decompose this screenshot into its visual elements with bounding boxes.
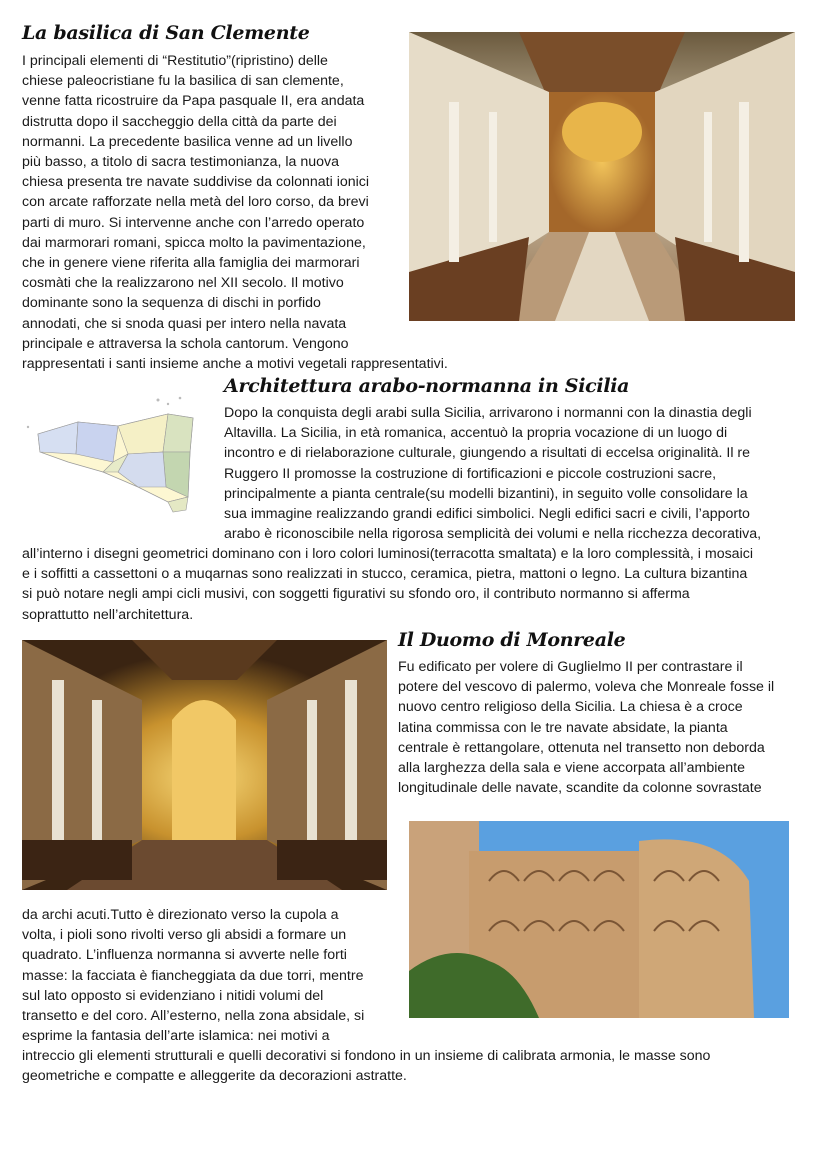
text-line: sua immagine realizzando grandi edifici simbolici. Negli edifici sacri e civili, l’apporto <box>224 506 750 523</box>
text-line: alla larghezza della sala e viene accorpata all’ambiente <box>398 760 746 777</box>
text-line: principalmente a pianta centrale(su modelli bizantini), in seguito volle consolidare la <box>224 485 748 502</box>
monreale-paragraph-lower <box>22 905 402 1046</box>
text-line: esprime la fantasia dell’arte islamica: nei motivi a <box>22 1028 330 1045</box>
text-line: geometriche e compatte e alleggerite da decorazioni astratte. <box>22 1068 407 1085</box>
text-line: si può notare negli ampi cicli musivi, con soggetti figurativi su sfondo oro, il contributo normanno si afferma <box>22 586 690 603</box>
text-line: sul lato opposto si evidenziano i nitidi volumi del <box>22 987 324 1004</box>
text-line: dai marmorari romani, spicca molto la pavimentazione, <box>22 234 366 251</box>
apse-exterior-photo <box>409 821 789 1018</box>
monreale-paragraph-full <box>22 1046 822 1086</box>
text-line: più basso, a titolo di sacra testimonianza, la nuova <box>22 154 340 171</box>
basilica-interior-icon <box>409 32 795 321</box>
text-line: chiese paleocristiane fu la basilica di san clemente, <box>22 73 344 90</box>
text-line: da archi acuti.Tutto è direzionato verso la cupola a <box>22 907 339 923</box>
text-line: venne fatta ricostruire da Papa pasquale II, era andata <box>22 93 365 110</box>
text-line: potere del vescovo di palermo, voleva che Monreale fosse il <box>398 679 775 696</box>
text-line: che in genere viene riferita alla famiglia dei marmorari <box>22 255 360 272</box>
basilica-interior-photo <box>409 32 795 321</box>
text-line: latina commissa con le tre navate absidate, la pianta <box>398 719 728 736</box>
text-line: chiesa presenta tre navate suddivise da colonnati ionici <box>22 174 370 191</box>
monreale-paragraph <box>398 657 818 798</box>
text-line: annodati, che si snoda quasi per intero nella navata <box>22 315 347 332</box>
text-line: quadrato. L’influenza normanna si avverte nelle forti <box>22 947 347 964</box>
text-line: principale e attraversa la schola cantorum. Vengono <box>22 335 349 352</box>
text-line: nuovo centro religioso della Sicilia. La chiesa è a croce <box>398 699 743 716</box>
text-line: arabo è riconoscibile nella rigorosa semplicità dei volumi e nella ricchezza decorativa, <box>224 526 762 543</box>
text-line: volta, i pioli sono rivolti verso gli absidi a formare un <box>22 927 347 944</box>
cathedral-nave-icon <box>22 640 387 890</box>
section-title-arabo: Architettura arabo-normanna in Sicilia <box>224 375 630 397</box>
text-line: masse: la facciata è fiancheggiata da due torri, mentre <box>22 967 364 984</box>
text-line: Ruggero II promosse la costruzione di fortificazioni e piccole costruzioni sacre, <box>224 465 717 482</box>
apse-exterior-icon <box>409 821 789 1018</box>
text-line: distrutta dopo il saccheggio della città da parte dei <box>22 113 337 130</box>
text-line: e i soffitti a cassettoni o a muqarnas sono realizzati in stucco, ceramica, pietra, mattoni o legno. La cultura bizantina <box>22 566 748 583</box>
text-line: intreccio gli elementi strutturali e quelli decorativi si fondono in un insieme di calibrata armonia, le masse sono <box>22 1048 711 1064</box>
text-line: con arcate rafforzate nella metà del loro corso, da brevi <box>22 194 369 211</box>
text-line: Altavilla. La Sicilia, in età romanica, accentuò la propria vocazione di un luogo di <box>224 425 728 442</box>
cathedral-nave-photo <box>22 640 387 890</box>
text-line: longitudinale delle navate, scandite da colonne sovrastate <box>398 780 762 797</box>
text-line: all’interno i disegni geometrici dominano con i loro colori luminosi(terracotta smaltata) e la loro complessità, i mosaici <box>22 546 753 562</box>
text-line: centrale è rettangolare, ottenuta nel transetto non deborda <box>398 739 765 756</box>
text-line: I principali elementi di “Restitutio”(ripristino) delle <box>22 53 328 69</box>
text-line: cosmàti che la realizzarono nel XII secolo. Il motivo <box>22 275 344 292</box>
text-line: soprattutto nell’architettura. <box>22 606 194 623</box>
sicily-map-icon <box>18 392 211 524</box>
section-title-clemente: La basilica di San Clemente <box>22 22 310 44</box>
clemente-paragraph <box>22 51 402 354</box>
text-line: Fu edificato per volere di Guglielmo II per contrastare il <box>398 659 743 675</box>
text-line: dominante sono la sequenza di dischi in porfido <box>22 295 321 312</box>
text-line: transetto e del coro. All’esterno, nella zona absidale, si <box>22 1008 365 1025</box>
sicily-map <box>18 392 211 524</box>
text-line: parti di muro. Si intervenne anche con l’arredo operato <box>22 214 365 231</box>
text-line: Dopo la conquista degli arabi sulla Sicilia, arrivarono i normanni con la dinastia degli <box>224 405 752 421</box>
clemente-paragraph-tail: rappresentati i santi insieme anche a motivi vegetali rappresentativi. <box>22 356 448 372</box>
text-line: incontro e di rielaborazione culturale, giungendo a risultati di eccelsa originalità. Il re <box>224 445 751 462</box>
arabo-paragraph <box>224 403 816 544</box>
arabo-paragraph-full <box>22 544 822 625</box>
section-title-monreale: Il Duomo di Monreale <box>398 629 626 651</box>
text-line: normanni. La precedente basilica venne ad un livello <box>22 133 353 150</box>
